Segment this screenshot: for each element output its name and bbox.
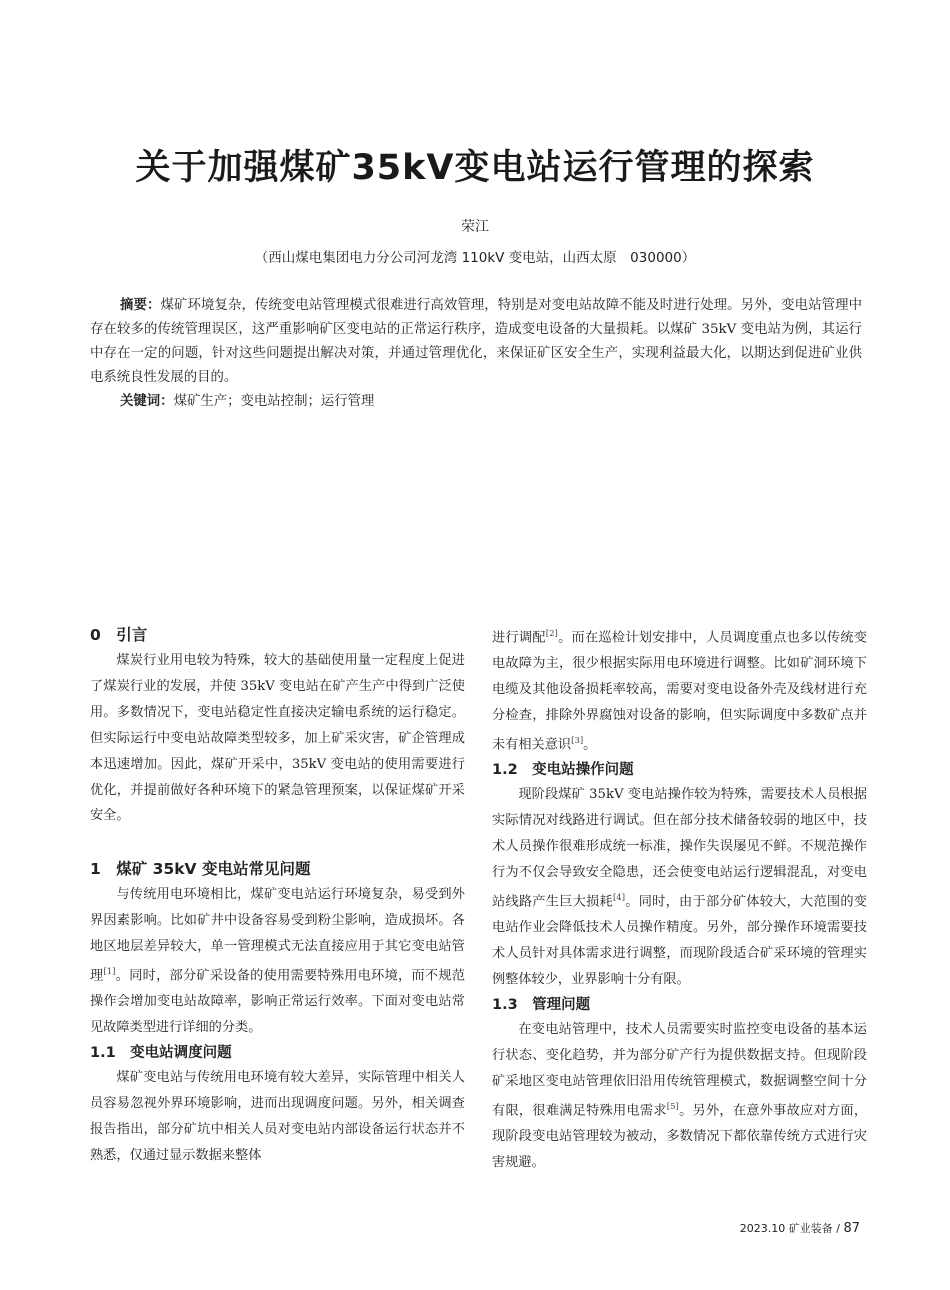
paragraph-text: 在变电站管理中，技术人员需要实时监控变电设备的基本运行状态、变化趋势，并为部分矿产行为提供数据支持。但现阶段矿采地区变电站管理依旧沿用传统管理模式，数据调整空间十分有限，很难满足特殊用电需求: [492, 1021, 867, 1119]
citation-ref: [1]: [103, 967, 116, 978]
paragraph-text: 进行调配: [492, 630, 546, 646]
page-number: 87: [843, 1221, 860, 1236]
intro-paragraph: 煤炭行业用电较为特殊，较大的基础使用量一定程度上促进了煤炭行业的发展，并使 35kV 变电站在矿产生产中得到广泛使用。多数情况下，变电站稳定性直接决定输电系统的运行稳定。但实际运行中变电站故障类型较多，加上矿采灾害，矿企管理成本迅速增加。因此，煤矿开采中，35kV 变电站的使用需要进行优化，并提前做好各种环境下的紧急管理预案，以保证煤矿开采安全。: [90, 653, 465, 824]
paragraph-text: 。: [583, 737, 597, 753]
common-problems-paragraph: [90, 882, 465, 1041]
author-affiliation: （西山煤电集团电力分公司河龙湾 110kV 变电站，山西太原 030000）: [254, 250, 696, 266]
paragraph-text: 。而在巡检计划安排中，人员调度重点也多以传统变电故障为主，很少根据实际用电环境进行调整。比如矿洞环境下电缆及其他设备损耗率较高，需要对变电设备外壳及线材进行充分检查，排除外界腐蚀对设备的影响，但实际调度中多数矿点并未有相关意识: [492, 630, 868, 753]
keywords-text: 煤矿生产；变电站控制；运行管理: [173, 394, 375, 409]
section-heading-common-problems: 1 煤矿 35kV 变电站常见问题: [90, 860, 311, 879]
dispatch-paragraph: 煤矿变电站与传统用电环境有较大差异，实际管理中相关人员容易忽视外界环境影响，进而出现调度问题。另外，相关调查报告指出，部分矿坑中相关人员对变电站内部设备运行状态并不熟悉，仅通过显示数据来整体: [90, 1070, 465, 1163]
dispatch-paragraph-cont: [492, 622, 867, 758]
right-column: [492, 622, 867, 1176]
section-heading-intro: 0 引言: [90, 626, 148, 644]
subsection-heading-operation: 1.2 变电站操作问题: [492, 762, 634, 779]
paragraph-text: 现阶段煤矿 35kV 变电站操作较为特殊，需要技术人员根据实际情况对线路进行调试。但在部分技术储备较弱的地区中，技术人员操作很难形成统一标准，操作失误屡见不鲜。不规范操作行为不仅会导致安全隐患，还会使变电站运行逻辑混乱，对变电站线路产生巨大损耗: [492, 787, 867, 910]
author-name: 荣江: [461, 219, 489, 235]
citation-ref: [5]: [666, 1101, 679, 1112]
page-footer: [740, 1220, 860, 1236]
abstract-label: 摘要：: [120, 298, 161, 313]
management-paragraph: [492, 1017, 867, 1176]
citation-ref: [4]: [612, 892, 626, 903]
left-column: [90, 622, 465, 1169]
paragraph-text: 。另外，在意外事故应对方面，现阶段变电站管理较为被动，多数情况下都依靠传统方式进行灾害规避。: [492, 1103, 868, 1170]
journal-issue: 2023.10 矿业装备 /: [739, 1222, 840, 1235]
keywords: [90, 390, 862, 414]
abstract-text: 煤矿环境复杂，传统变电站管理模式很难进行高效管理，特别是对变电站故障不能及时进行处理。另外，变电站管理中存在较多的传统管理误区，这严重影响矿区变电站的正常运行秩序，造成变电设备的大量损耗。以煤矿 35kV 变电站为例，其运行中存在一定的问题，针对这些问题提出解决对策，并通过管理优化，来保证矿区安全生产，实现利益最大化，以期达到促进矿业供电系统良性发展的目的。: [90, 298, 863, 385]
abstract: [90, 294, 862, 390]
paper-title: 关于加强煤矿35kV变电站运行管理的探索: [135, 148, 815, 188]
keywords-label: 关键词：: [120, 394, 174, 409]
paragraph-text: 。同时，部分矿采设备的使用需要特殊用电环境，而不规范操作会增加变电站故障率，影响正常运行效率。下面对变电站常见故障类型进行详细的分类。: [90, 968, 466, 1036]
citation-ref: [2]: [545, 629, 558, 639]
subsection-heading-dispatch: 1.1 变电站调度问题: [90, 1045, 232, 1062]
paragraph-text: 。同时，由于部分矿体较大，大范围的变电站作业会降低技术人员操作精度。另外，部分操作环境需要技术人员针对具体需求进行调整，而现阶段适合矿采环境的管理实例整体较少，业界影响十分有限。: [492, 894, 867, 988]
subsection-heading-management: 1.3 管理问题: [492, 996, 591, 1013]
operation-paragraph: [492, 782, 867, 993]
paragraph-text: 与传统用电环境相比，煤矿变电站运行环境复杂，易受到外界因素影响。比如矿井中设备容易受到粉尘影响，造成损坏。各地区地层差异较大，单一管理模式无法直接应用于其它变电站管理: [90, 887, 465, 984]
citation-ref: [3]: [571, 736, 584, 747]
